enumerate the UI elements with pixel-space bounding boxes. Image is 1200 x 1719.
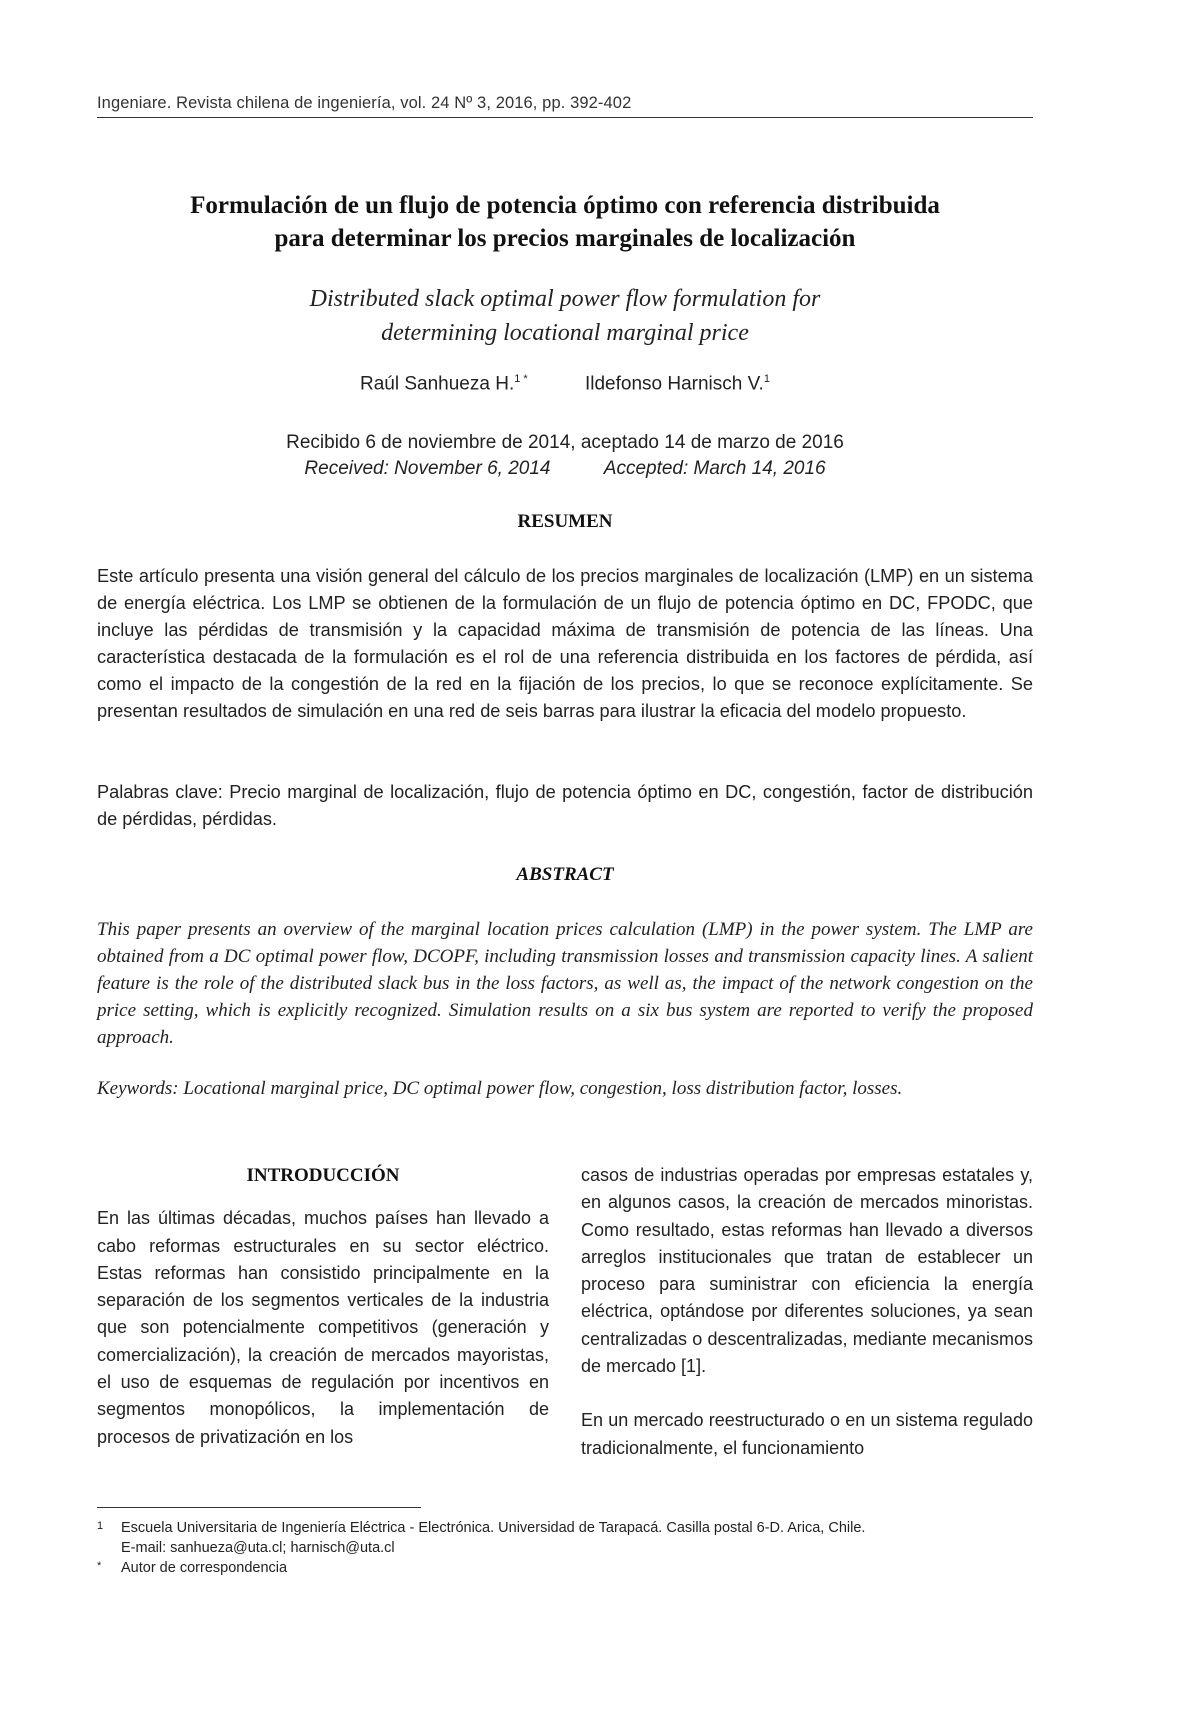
intro-paragraph: En las últimas décadas, muchos países han llevado a cabo reformas estructurales en su sector eléctrico. Estas reformas han consistido principalmente en la separación de los segmentos verticales de la industria que son potencialmente competitivos (generación y comercialización), la creación de mercados mayoristas, el uso de esquemas de regulación por incentivos en segmentos monopólicos, la implementación de procesos de privatización en los	[97, 1208, 549, 1447]
dates-spanish: Recibido 6 de noviembre de 2014, aceptado 14 de marzo de 2016	[286, 432, 844, 453]
resumen-keywords: Palabras clave: Precio marginal de localización, flujo de potencia óptimo en DC, congestión, factor de distribución de pérdidas, pérdidas.	[97, 782, 1033, 829]
title-english-line: determining locational marginal price	[381, 320, 749, 346]
footnotes	[97, 1518, 1033, 1578]
title-english-line: Distributed slack optimal power flow formulation for	[309, 286, 821, 312]
author-affiliation-mark: 1 *	[514, 373, 528, 385]
intro-paragraph: En un mercado reestructurado o en un sistema regulado tradicionalmente, el funcionamiento	[581, 1410, 1033, 1458]
footnote-line: E-mail: sanhueza@uta.cl; harnisch@uta.cl	[121, 1540, 395, 1556]
header-rule	[97, 117, 1033, 118]
abstract-keywords: Keywords: Locational marginal price, DC optimal power flow, congestion, loss distribution factor, losses.	[97, 1078, 903, 1099]
date-received: Received: November 6, 2014	[304, 458, 551, 479]
footnote-mark: *	[97, 1560, 102, 1572]
author-name: Ildefonso Harnisch V.	[584, 373, 764, 395]
abstract-text: This paper presents an overview of the marginal location prices calculation (LMP) in the power system. The LMP are obtained from a DC optimal power flow, DCOPF, including transmission losses and transmission capacity lines. A salient feature is the role of the distributed slack bus in the loss factors, as well as, the impact of the network congestion on the price setting, which is explicitly recognized. Simulation results on a six bus system are reported to verify the proposed approach.	[97, 919, 1033, 1048]
date-accepted: Accepted: March 14, 2016	[603, 458, 826, 479]
resumen-heading: RESUMEN	[517, 511, 613, 532]
title-spanish-line: para determinar los precios marginales de localización	[274, 225, 856, 252]
paragraph-gap	[581, 1380, 1033, 1407]
author-affiliation-mark: 1	[763, 373, 770, 385]
column-left	[97, 1162, 549, 1451]
footnote-line: Escuela Universitaria de Ingeniería Eléctrica - Electrónica. Universidad de Tarapacá. Casilla postal 6-D. Arica, Chile.	[121, 1520, 866, 1536]
footnote	[97, 1558, 1033, 1578]
intro-heading: INTRODUCCIÓN	[246, 1165, 400, 1186]
running-head: Ingeniare. Revista chilena de ingeniería, vol. 24 Nº 3, 2016, pp. 392-402	[97, 94, 632, 112]
dates	[97, 430, 1033, 482]
author-name: Raúl Sanhueza H.	[360, 373, 515, 395]
footnote-mark: 1	[97, 1520, 104, 1532]
author	[585, 373, 770, 395]
author	[360, 373, 528, 395]
dates-english	[97, 456, 1033, 482]
authors	[97, 373, 1033, 395]
title-spanish	[97, 189, 1033, 255]
column-right	[581, 1162, 1033, 1462]
footnote-line: Autor de correspondencia	[121, 1560, 288, 1576]
title-spanish-line: Formulación de un flujo de potencia óptimo con referencia distribuida	[190, 192, 940, 219]
footnote	[97, 1518, 1033, 1558]
abstract-heading: ABSTRACT	[516, 864, 614, 885]
title-english	[97, 282, 1033, 350]
resumen-text: Este artículo presenta una visión general del cálculo de los precios marginales de localización (LMP) en un sistema de energía eléctrica. Los LMP se obtienen de la formulación de un flujo de potencia óptimo en DC, FPODC, que incluye las pérdidas de transmisión y la capacidad máxima de transmisión de potencia de las líneas. Una característica destacada de la formulación es el rol de una referencia distribuida en los factores de pérdida, así como el impacto de la congestión de la red en la fijación de los precios, lo que se reconoce explícitamente. Se presentan resultados de simulación en una red de seis barras para ilustrar la eficacia del modelo propuesto.	[97, 566, 1033, 721]
intro-paragraph: casos de industrias operadas por empresas estatales y, en algunos casos, la creación de mercados minoristas. Como resultado, estas reformas han llevado a diversos arreglos institucionales que tratan de establecer un proceso para suministrar con eficiencia la energía eléctrica, optándose por diferentes soluciones, ya sean centralizadas o descentralizadas, mediante mecanismos de mercado [1].	[581, 1165, 1033, 1377]
footnote-rule	[97, 1507, 421, 1508]
